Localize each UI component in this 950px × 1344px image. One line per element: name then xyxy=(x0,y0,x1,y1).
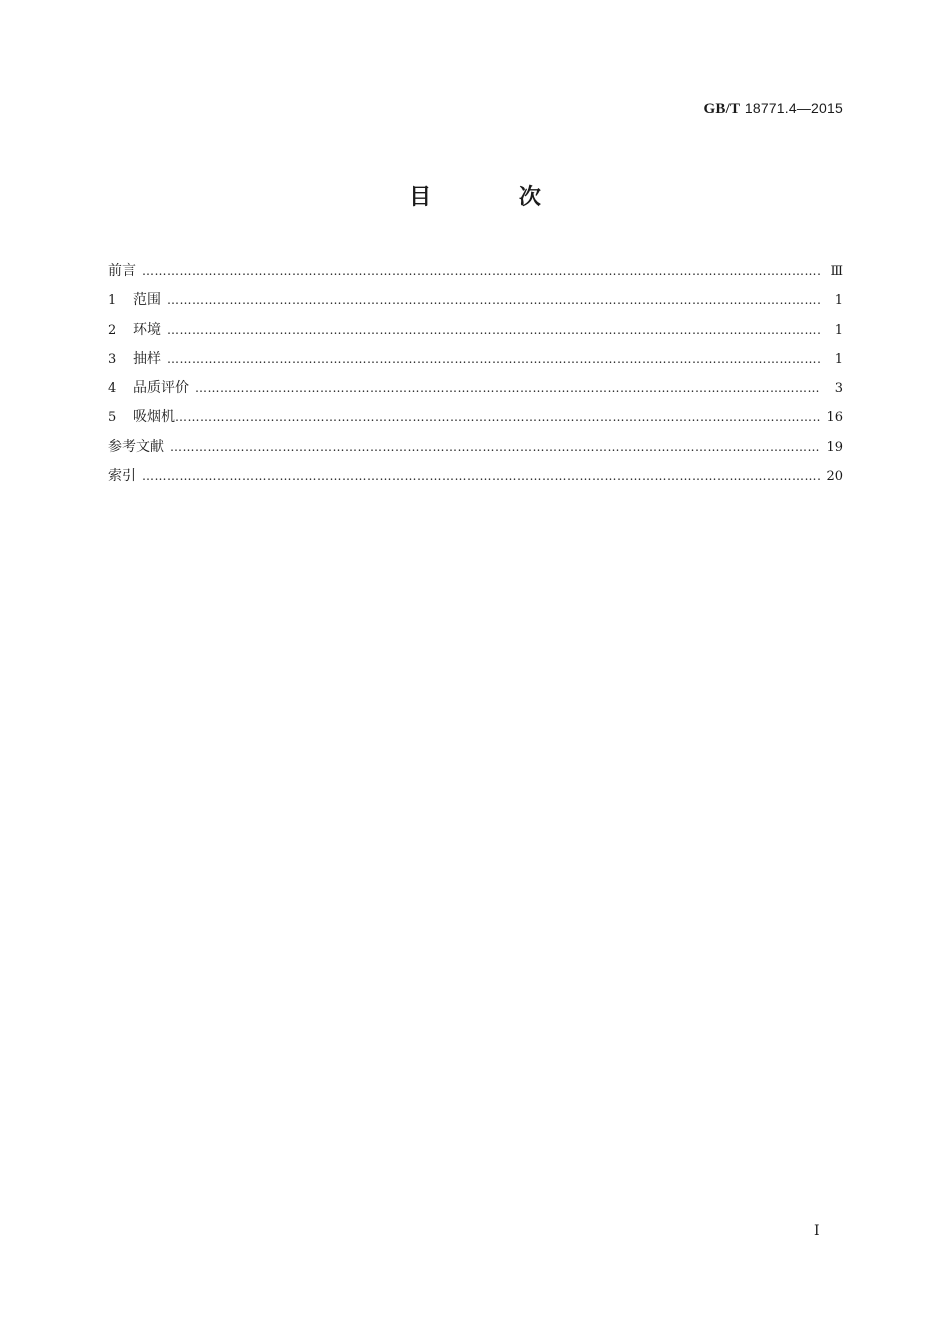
toc-entry-index[interactable] xyxy=(108,464,843,493)
toc-entry-label: 环境 xyxy=(133,321,161,338)
toc-entry-page: 1 xyxy=(834,293,843,309)
toc-dot-leader xyxy=(170,435,820,459)
toc-entry-label: 参考文献 xyxy=(108,438,164,455)
toc-dot-leader xyxy=(175,405,820,429)
toc-dot-leader xyxy=(167,318,821,342)
toc-entry-page: 1 xyxy=(834,322,843,338)
toc-entry-label: 索引 xyxy=(108,468,136,485)
toc-dot-leader xyxy=(167,347,821,371)
toc-entry-label: 吸烟机 xyxy=(133,409,175,426)
table-of-contents xyxy=(108,259,843,493)
toc-entry-page: 3 xyxy=(834,381,843,397)
toc-entry-label: 品质评价 xyxy=(133,380,189,397)
toc-dot-leader xyxy=(142,259,821,283)
page-title: 目 次 xyxy=(409,185,581,210)
page-number: I xyxy=(814,1223,820,1239)
toc-entry-number: 1 xyxy=(108,293,117,309)
toc-entry-scope[interactable] xyxy=(108,288,843,317)
toc-entry-page: 19 xyxy=(826,439,843,455)
toc-entry-number: 5 xyxy=(108,410,117,426)
toc-entry-page: 20 xyxy=(826,469,843,485)
toc-entry-preface[interactable] xyxy=(108,259,843,288)
toc-entry-page: Ⅲ xyxy=(830,264,843,279)
toc-dot-leader xyxy=(195,376,821,400)
toc-entry-quality-evaluation[interactable] xyxy=(108,376,843,405)
toc-entry-environment[interactable] xyxy=(108,318,843,347)
toc-entry-number: 4 xyxy=(108,381,117,397)
toc-entry-label: 前言 xyxy=(108,263,136,279)
toc-entry-page: 1 xyxy=(834,351,843,367)
toc-entry-sampling[interactable] xyxy=(108,347,843,376)
standard-number xyxy=(704,100,843,118)
standard-code: 18771.4—2015 xyxy=(744,100,843,116)
toc-entry-page: 16 xyxy=(826,410,843,426)
toc-entry-number: 2 xyxy=(108,322,117,338)
toc-entry-bibliography[interactable] xyxy=(108,435,843,464)
toc-dot-leader xyxy=(142,464,820,488)
standard-prefix: GB/T xyxy=(703,101,741,117)
toc-entry-smoking-machine[interactable] xyxy=(108,405,843,434)
toc-entry-label: 范围 xyxy=(133,292,161,309)
toc-entry-label: 抽样 xyxy=(133,350,161,367)
toc-dot-leader xyxy=(167,288,821,312)
toc-entry-number: 3 xyxy=(108,351,117,367)
